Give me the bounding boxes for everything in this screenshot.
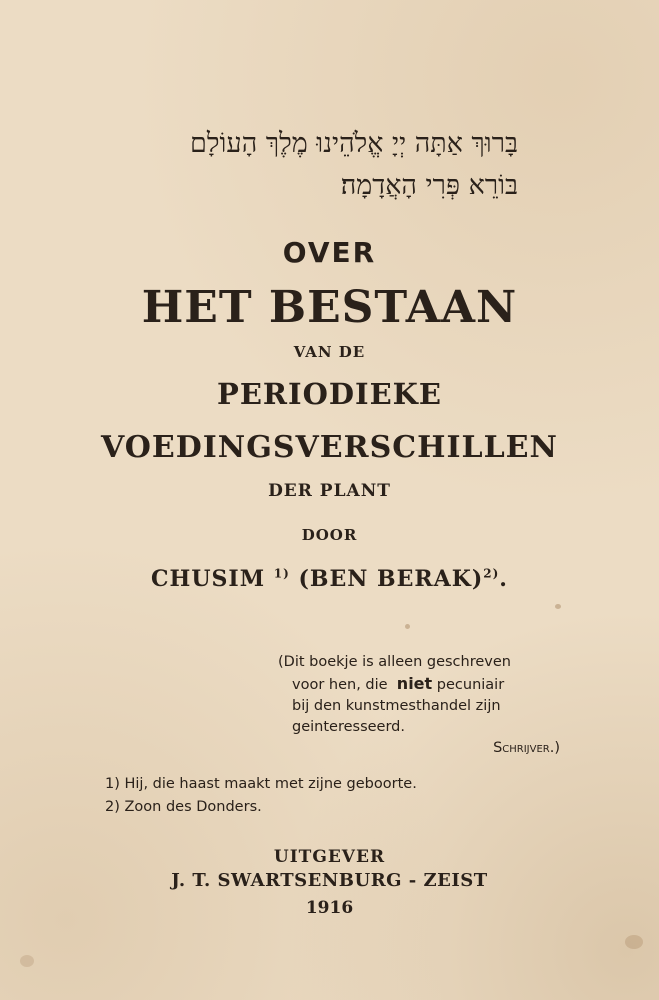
paper-stain — [625, 935, 643, 949]
hebrew-blessing-line-1: בָּרוּךְ אַתָּה יְיָ אֱלֹהֵינוּ מֶלֶךְ הָעוֹלָם — [190, 128, 518, 159]
title-der-plant: DER PLANT — [268, 481, 391, 501]
footnote-ref-2: 2) — [483, 566, 500, 581]
author-note — [278, 652, 578, 759]
title-van-de: VAN DE — [293, 343, 366, 361]
footnote-1: 1) Hij, die haast maakt met zijne geboorte. — [105, 776, 417, 792]
publisher-name: J. T. SWARTSENBURG - ZEIST — [171, 870, 488, 891]
publisher-label: UITGEVER — [273, 847, 386, 867]
note-line-2-start: voor hen, die — [292, 677, 388, 693]
title-periodieke: PERIODIEKE — [217, 377, 442, 411]
title-main: HET BESTAAN — [141, 282, 518, 333]
author-name: CHUSIM — [151, 566, 266, 592]
hebrew-blessing-line-2: בּוֹרֵא פְּרִי הָאֲדָמָה׃ — [340, 170, 518, 201]
paper-stain — [20, 955, 34, 967]
author-line — [0, 566, 659, 592]
note-line-1: (Dit boekje is alleen geschreven — [278, 654, 511, 670]
note-line-2 — [278, 673, 578, 696]
footnote-ref-1: 1) — [273, 566, 290, 581]
note-emphasis: niet — [396, 674, 433, 693]
footnote-2: 2) Zoon des Donders. — [105, 799, 262, 815]
note-line-3: bij den kunstmesthandel zijn — [292, 698, 501, 714]
paper-stain — [405, 624, 410, 629]
paper-stain — [555, 604, 561, 609]
publication-year: 1916 — [305, 898, 354, 918]
author-alias: (BEN BERAK) — [298, 566, 484, 592]
author-end: . — [499, 566, 508, 592]
title-voedingsverschillen: VOEDINGSVERSCHILLEN — [101, 430, 558, 465]
title-door: DOOR — [301, 526, 358, 544]
title-over: OVER — [282, 236, 377, 269]
note-line-4: geinteresseerd. — [292, 719, 405, 735]
note-line-2-end: pecuniair — [436, 677, 505, 693]
note-signature: Schrijver.) — [493, 740, 560, 756]
